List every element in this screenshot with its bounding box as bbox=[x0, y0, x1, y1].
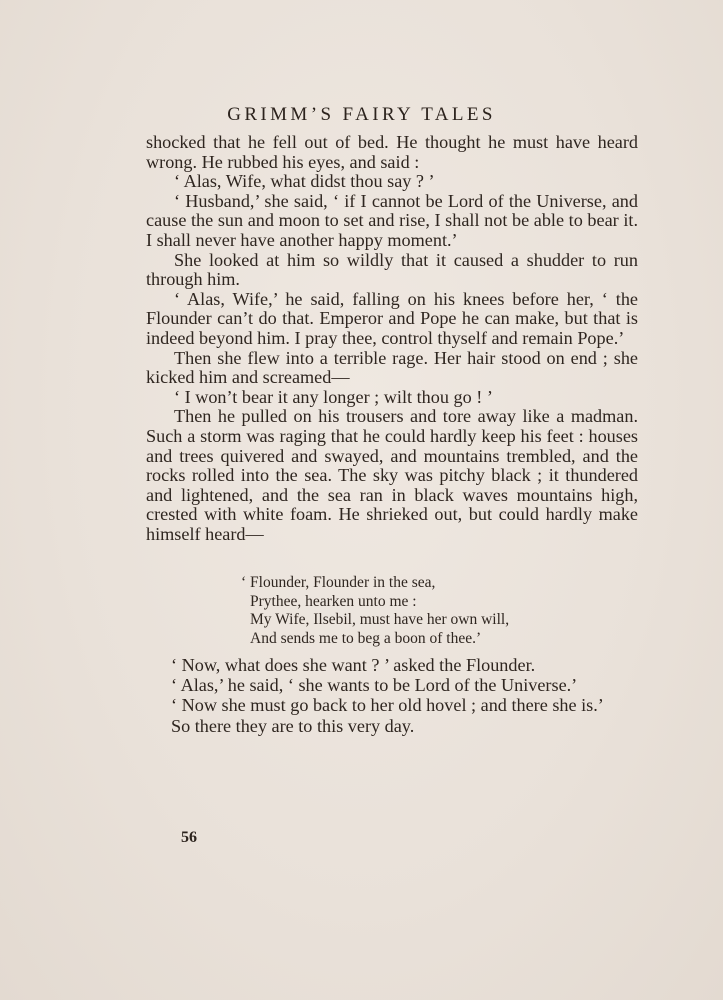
paragraph: She looked at him so wildly that it caused a shudder to run through him. bbox=[146, 249, 638, 290]
paragraph: shocked that he fell out of bed. He thought he must have heard wrong. He rubbed his eyes, and said : bbox=[146, 132, 638, 172]
verse-line: My Wife, Ilsebil, must have her own will, bbox=[250, 611, 510, 628]
verse-line: And sends me to beg a boon of thee.’ bbox=[250, 629, 482, 647]
running-head: GRIMM’S FAIRY TALES bbox=[227, 104, 496, 125]
verse-line: ‘ Flounder, Flounder in the sea, bbox=[241, 574, 436, 591]
verse-line: Prythee, hearken unto me : bbox=[250, 592, 417, 610]
paragraph: ‘ Husband,’ she said, ‘ if I cannot be Lord of the Universe, and cause the sun and moon to set and rise, I shall not be able to bear it. I shall never have another happy moment.’ bbox=[146, 190, 638, 250]
dialogue-line: ‘ Alas,’ he said, ‘ she wants to be Lord of the Universe.’ bbox=[171, 675, 578, 696]
paragraph: Then she flew into a terrible rage. Her hair stood on end ; she kicked him and screamed— bbox=[146, 347, 638, 388]
paragraph: ‘ I won’t bear it any longer ; wilt thou go ! ’ bbox=[174, 386, 493, 407]
dialogue-line: ‘ Now she must go back to her old hovel ; and there she is.’ bbox=[171, 695, 604, 716]
paragraph: Then he pulled on his trousers and tore away like a madman. Such a storm was raging that he could hardly keep his feet : houses and trees quivered and swayed, and mountains trembled, and the rocks rolled into the sea. The sky was pitchy black ; it thundered and lightened, and the sea ran in black waves mountains high, crested with white foam. He shrieked out, but could hardly make himself heard— bbox=[146, 406, 638, 544]
paragraph: ‘ Alas, Wife,’ he said, falling on his knees before her, ‘ the Flounder can’t do that. Emperor and Pope he can make, but that is indeed beyond him. I pray thee, control thyself and remain Pope.’ bbox=[146, 288, 638, 348]
body-text bbox=[146, 133, 638, 544]
dialogue-line: ‘ Now, what does she want ? ’ asked the Flounder. bbox=[171, 655, 536, 675]
verse-block bbox=[241, 574, 561, 648]
page-number: 56 bbox=[181, 829, 197, 846]
closing-dialogue bbox=[171, 655, 641, 736]
dialogue-line: So there they are to this very day. bbox=[171, 715, 415, 736]
paragraph: ‘ Alas, Wife, what didst thou say ? ’ bbox=[174, 171, 435, 192]
